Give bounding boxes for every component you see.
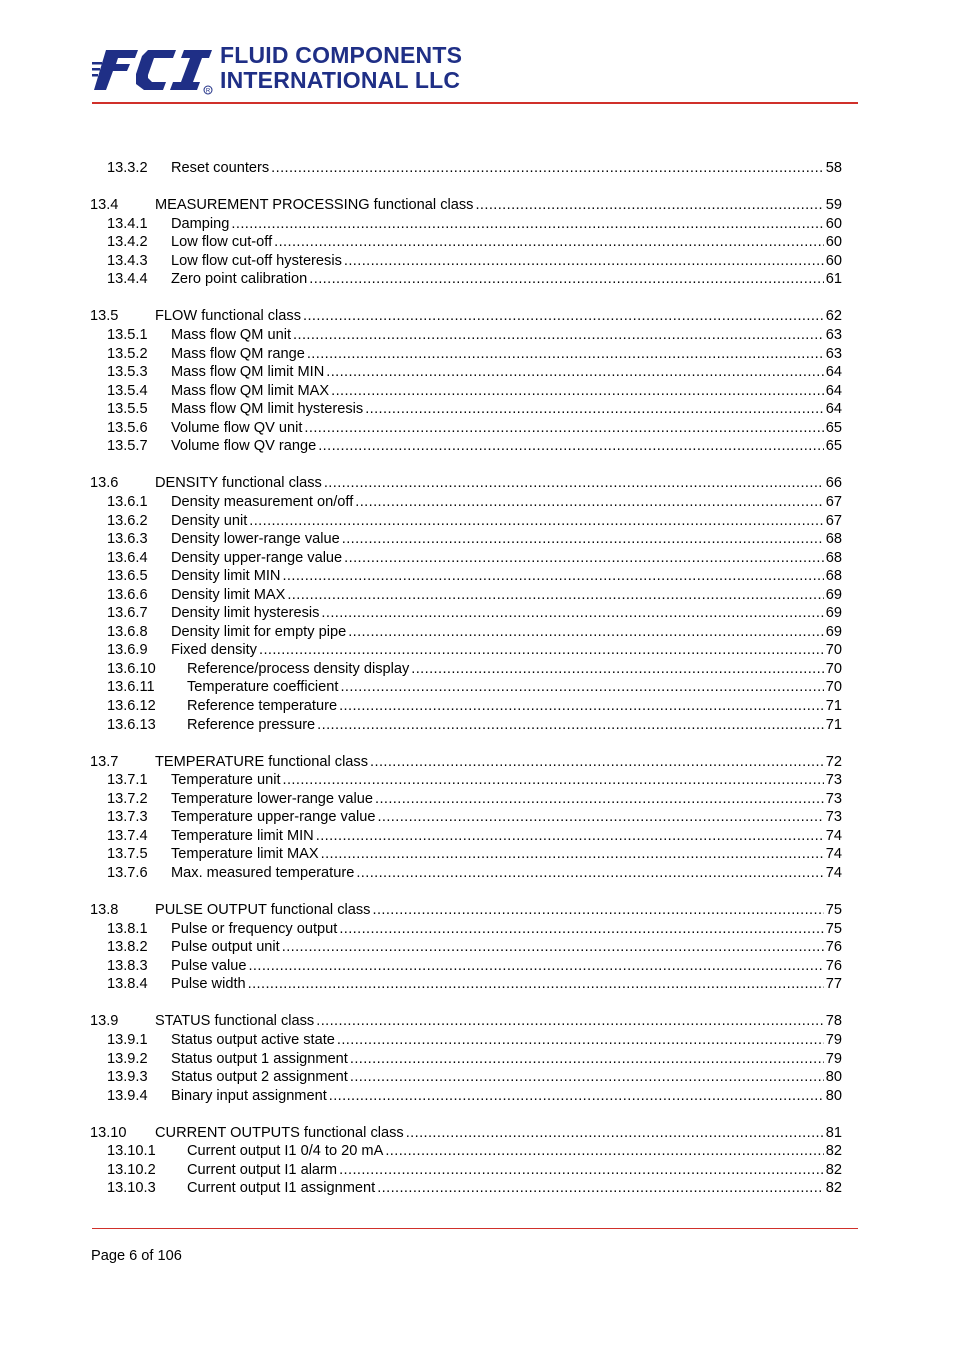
- toc-entry-number: 13.6.2: [107, 512, 148, 529]
- toc-entry-title: Pulse output unit: [171, 939, 280, 956]
- toc-entry-number: 13.9.1: [107, 1031, 148, 1048]
- toc-entry-title: Density upper-range value: [171, 549, 343, 566]
- toc-entry-page: 60: [825, 252, 842, 269]
- toc-entry-title: Temperature upper-range value: [171, 809, 376, 826]
- toc-entry-number: 13.4.1: [107, 215, 148, 232]
- toc-entry[interactable]: [90, 159, 842, 178]
- toc-entry-number: 13.8: [90, 902, 119, 919]
- toc-entry-page: 66: [825, 475, 842, 492]
- toc-entry-title: Temperature lower-range value: [171, 790, 373, 807]
- toc-entry-number: 13.6.8: [107, 623, 148, 640]
- toc-entry[interactable]: [90, 864, 842, 883]
- toc-entry-page: 65: [825, 438, 842, 455]
- toc-entry[interactable]: [90, 1031, 842, 1050]
- toc-entry[interactable]: [90, 790, 842, 809]
- toc-entry-page: 68: [825, 568, 842, 585]
- toc-dot-leader: [321, 845, 824, 864]
- toc-entry-title: DENSITY functional class: [155, 475, 322, 492]
- toc-entry-page: 76: [825, 957, 842, 974]
- toc-entry-title: Current output I1 alarm: [187, 1161, 338, 1178]
- toc-entry-title: Current output I1 0/4 to 20 mA: [187, 1143, 384, 1160]
- page-number: Page 6 of 106: [91, 1248, 182, 1264]
- toc-entry-number: 13.9.3: [107, 1069, 148, 1086]
- fci-logo-mark-icon: [92, 44, 214, 96]
- toc-entry[interactable]: [90, 586, 842, 605]
- toc-entry[interactable]: [90, 1124, 842, 1143]
- toc-entry-number: 13.7.4: [107, 827, 148, 844]
- toc-dot-leader: [329, 1087, 824, 1106]
- toc-entry-number: 13.5.1: [107, 327, 148, 344]
- toc-entry-page: 69: [825, 605, 842, 622]
- toc-entry-number: 13.6.13: [107, 716, 156, 733]
- toc-dot-leader: [337, 1031, 824, 1050]
- toc-entry-number: 13.6.6: [107, 586, 148, 603]
- toc-entry[interactable]: [90, 920, 842, 939]
- toc-dot-leader: [342, 530, 824, 549]
- toc-entry-page: 68: [825, 549, 842, 566]
- toc-entry-title: Zero point calibration: [171, 271, 308, 288]
- toc-entry-title: Max. measured temperature: [171, 864, 355, 881]
- toc-dot-leader: [377, 1179, 824, 1198]
- toc-dot-leader: [304, 419, 823, 438]
- toc-entry-page: 70: [825, 679, 842, 696]
- toc-entry[interactable]: [90, 233, 842, 252]
- toc-dot-leader: [326, 363, 824, 382]
- toc-entry-page: 64: [825, 364, 842, 381]
- toc-dot-leader: [348, 623, 824, 642]
- toc-entry[interactable]: [90, 716, 842, 735]
- toc-dot-leader: [287, 586, 823, 605]
- toc-entry-number: 13.6.1: [107, 493, 148, 510]
- toc-entry-number: 13.6: [90, 475, 119, 492]
- toc-dot-leader: [321, 604, 823, 623]
- toc-entry-page: 59: [825, 197, 842, 214]
- toc-entry-number: 13.4.4: [107, 271, 148, 288]
- toc-entry[interactable]: [90, 697, 842, 716]
- toc-entry[interactable]: [90, 270, 842, 289]
- toc-entry-number: 13.7: [90, 753, 119, 770]
- toc-entry[interactable]: [90, 196, 842, 215]
- toc-entry[interactable]: [90, 901, 842, 920]
- toc-entry-title: Mass flow QM limit MAX: [171, 382, 330, 399]
- toc-entry-title: Pulse value: [171, 957, 247, 974]
- company-name: [220, 44, 462, 92]
- toc-dot-leader: [375, 790, 824, 809]
- toc-dot-leader: [350, 1050, 824, 1069]
- toc-entry[interactable]: [90, 474, 842, 493]
- toc-entry-page: 71: [825, 716, 842, 733]
- toc-entry-page: 62: [825, 308, 842, 325]
- toc-entry-number: 13.7.1: [107, 772, 148, 789]
- toc-entry-title: Volume flow QV unit: [171, 419, 303, 436]
- toc-entry-number: 13.6.10: [107, 660, 156, 677]
- toc-entry-title: Temperature coefficient: [187, 679, 339, 696]
- toc-dot-leader: [411, 660, 824, 679]
- toc-entry-title: Reference temperature: [187, 698, 338, 714]
- toc-entry-number: 13.6.5: [107, 568, 148, 585]
- company-name-line1: FLUID COMPONENTS: [220, 42, 463, 68]
- toc-entry-title: Damping: [171, 215, 230, 232]
- toc-dot-leader: [339, 697, 824, 716]
- toc-dot-leader: [377, 808, 823, 827]
- toc-entry-title: CURRENT OUTPUTS functional class: [155, 1124, 404, 1141]
- toc-entry-page: 82: [825, 1180, 842, 1197]
- toc-entry[interactable]: [90, 1012, 842, 1031]
- toc-entry-title: Density limit hysteresis: [171, 605, 320, 622]
- toc-entry[interactable]: [90, 215, 842, 234]
- toc-dot-leader: [249, 512, 824, 531]
- toc-entry-number: 13.5.2: [107, 345, 148, 362]
- company-name-line2: INTERNATIONAL LLC: [220, 67, 461, 93]
- toc-entry-title: Mass flow QM limit MIN: [171, 364, 325, 381]
- toc-entry-title: Low flow cut-off: [171, 234, 273, 251]
- toc-entry-number: 13.5.3: [107, 364, 148, 381]
- toc-entry-title: STATUS functional class: [155, 1013, 315, 1030]
- toc-entry-title: Current output I1 assignment: [187, 1180, 376, 1197]
- toc-entry[interactable]: [90, 1050, 842, 1069]
- toc-entry[interactable]: [90, 567, 842, 586]
- toc-dot-leader: [339, 1161, 824, 1180]
- toc-entry[interactable]: [90, 1179, 842, 1198]
- toc-entry-number: 13.6.4: [107, 549, 148, 566]
- toc-entry-number: 13.10.1: [107, 1143, 156, 1160]
- toc-entry-page: 80: [825, 1069, 842, 1086]
- toc-entry[interactable]: [90, 493, 842, 512]
- toc-entry-page: 80: [825, 1087, 842, 1104]
- toc-entry-title: PULSE OUTPUT functional class: [155, 902, 371, 919]
- toc-entry-title: FLOW functional class: [155, 308, 301, 325]
- toc-entry-title: Fixed density: [171, 642, 257, 659]
- toc-entry-page: 78: [825, 1013, 842, 1030]
- toc-entry-number: 13.5.6: [107, 419, 148, 436]
- toc-entry[interactable]: [90, 845, 842, 864]
- toc-entry[interactable]: [90, 975, 842, 994]
- toc-entry[interactable]: [90, 771, 842, 790]
- toc-entry[interactable]: [90, 827, 842, 846]
- toc-entry-title: Temperature limit MAX: [171, 846, 319, 863]
- toc-entry-number: 13.10.3: [107, 1180, 156, 1197]
- toc-entry-page: 74: [825, 864, 842, 881]
- toc-entry-page: 58: [825, 160, 842, 176]
- toc-entry[interactable]: [90, 252, 842, 271]
- toc-entry-number: 13.5: [90, 308, 119, 325]
- toc-entry-page: 64: [825, 382, 842, 399]
- toc-dot-leader: [475, 196, 823, 215]
- toc-entry-page: 70: [825, 642, 842, 659]
- toc-entry[interactable]: [90, 808, 842, 827]
- toc-entry-number: 13.6.11: [107, 679, 155, 696]
- toc-dot-leader: [365, 400, 824, 419]
- toc-entry-title: Status output 1 assignment: [171, 1050, 348, 1067]
- toc-entry-page: 60: [825, 234, 842, 251]
- toc-entry-page: 81: [825, 1124, 842, 1141]
- toc-entry-page: 75: [825, 920, 842, 937]
- toc-dot-leader: [316, 827, 824, 846]
- toc-entry-title: Density limit for empty pipe: [171, 623, 347, 640]
- footer-divider: [92, 1228, 858, 1229]
- toc-dot-leader: [340, 678, 823, 697]
- toc-dot-leader: [350, 1068, 824, 1087]
- toc-entry-number: 13.5.5: [107, 401, 148, 418]
- toc-entry[interactable]: [90, 382, 842, 401]
- toc-dot-leader: [356, 864, 823, 883]
- toc-entry-title: Reset counters: [171, 160, 270, 176]
- toc-entry[interactable]: [90, 437, 842, 456]
- toc-entry-number: 13.4.2: [107, 234, 148, 251]
- toc-entry-page: 71: [825, 698, 842, 714]
- toc-entry[interactable]: [90, 400, 842, 419]
- toc-entry-number: 13.8.3: [107, 957, 148, 974]
- toc-dot-leader: [372, 901, 823, 920]
- toc-entry-page: 63: [825, 327, 842, 344]
- toc-entry-page: 68: [825, 531, 842, 548]
- toc-entry-page: 67: [825, 512, 842, 529]
- toc-entry-title: MEASUREMENT PROCESSING functional class: [155, 197, 474, 214]
- company-logo: [92, 44, 484, 96]
- toc-dot-leader: [259, 641, 824, 660]
- toc-entry-number: 13.7.6: [107, 864, 148, 881]
- toc-entry[interactable]: [90, 345, 842, 364]
- toc-entry[interactable]: [90, 419, 842, 438]
- toc-entry-page: 77: [825, 976, 842, 993]
- toc-entry-page: 79: [825, 1050, 842, 1067]
- toc-dot-leader: [303, 307, 824, 326]
- toc-entry[interactable]: [90, 660, 842, 679]
- toc-dot-leader: [344, 252, 824, 271]
- toc-dot-leader: [317, 716, 824, 735]
- toc-dot-leader: [331, 382, 824, 401]
- toc-entry-page: 64: [825, 401, 842, 418]
- toc-entry-title: Status output active state: [171, 1031, 335, 1048]
- toc-entry-page: 75: [825, 902, 842, 919]
- svg-text:R: R: [205, 88, 211, 95]
- toc-entry-page: 74: [825, 846, 842, 863]
- toc-entry-number: 13.5.7: [107, 438, 148, 455]
- toc-entry-title: Mass flow QM unit: [171, 327, 292, 344]
- toc-dot-leader: [355, 493, 824, 512]
- toc-dot-leader: [293, 326, 824, 345]
- toc-entry-title: Mass flow QM range: [171, 345, 305, 362]
- toc-entry-page: 67: [825, 493, 842, 510]
- toc-entry-title: Temperature limit MIN: [171, 827, 314, 844]
- toc-entry-number: 13.5.4: [107, 382, 148, 399]
- toc-dot-leader: [271, 159, 824, 178]
- toc-entry-page: 72: [825, 753, 842, 770]
- toc-entry-number: 13.7.5: [107, 846, 148, 863]
- toc-dot-leader: [406, 1124, 824, 1143]
- toc-entry-number: 13.9: [90, 1013, 119, 1030]
- toc-dot-leader: [283, 771, 824, 790]
- toc-entry-page: 63: [825, 345, 842, 362]
- toc-entry-title: Reference pressure: [187, 716, 316, 733]
- toc-entry-page: 79: [825, 1031, 842, 1048]
- toc-entry[interactable]: [90, 307, 842, 326]
- toc-entry-number: 13.4: [90, 197, 119, 214]
- toc-entry[interactable]: [90, 1087, 842, 1106]
- toc-entry-number: 13.8.4: [107, 976, 148, 993]
- toc-entry[interactable]: [90, 641, 842, 660]
- toc-entry-number: 13.7.3: [107, 809, 148, 826]
- toc-entry-page: 82: [825, 1143, 842, 1160]
- toc-entry-number: 13.4.3: [107, 252, 148, 269]
- toc-entry-title: Density lower-range value: [171, 531, 340, 548]
- toc-entry-page: 74: [825, 827, 842, 844]
- toc-entry[interactable]: [90, 623, 842, 642]
- toc-entry-title: TEMPERATURE functional class: [155, 753, 369, 770]
- toc-dot-leader: [309, 270, 823, 289]
- toc-dot-leader: [282, 567, 823, 586]
- toc-entry-page: 73: [825, 809, 842, 826]
- toc-entry[interactable]: [90, 549, 842, 568]
- toc-entry-title: Low flow cut-off hysteresis: [171, 252, 342, 269]
- toc-dot-leader: [282, 938, 824, 957]
- toc-entry-number: 13.8.1: [107, 920, 148, 937]
- toc-entry-number: 13.3.2: [107, 160, 148, 176]
- toc-dot-leader: [248, 957, 823, 976]
- toc-entry-title: Density limit MIN: [171, 568, 281, 585]
- toc-dot-leader: [344, 549, 824, 568]
- toc-entry-number: 13.8.2: [107, 939, 148, 956]
- toc-entry-number: 13.9.2: [107, 1050, 148, 1067]
- toc-entry[interactable]: [90, 1161, 842, 1180]
- toc-dot-leader: [307, 345, 824, 364]
- toc-dot-leader: [318, 437, 824, 456]
- toc-dot-leader: [231, 215, 823, 234]
- toc-dot-leader: [324, 474, 824, 493]
- table-of-contents: [90, 159, 842, 1198]
- toc-entry[interactable]: [90, 530, 842, 549]
- toc-entry-number: 13.6.9: [107, 642, 148, 659]
- toc-entry-page: 65: [825, 419, 842, 436]
- toc-entry-page: 60: [825, 215, 842, 232]
- toc-entry[interactable]: [90, 938, 842, 957]
- header-divider: [92, 102, 858, 104]
- toc-dot-leader: [274, 233, 824, 252]
- toc-dot-leader: [370, 753, 824, 772]
- toc-entry-title: Reference/process density display: [187, 660, 410, 677]
- toc-entry-number: 13.6.7: [107, 605, 148, 622]
- toc-entry-page: 82: [825, 1161, 842, 1178]
- toc-entry-number: 13.10.2: [107, 1161, 156, 1178]
- toc-entry-title: Pulse or frequency output: [171, 920, 338, 937]
- toc-entry-number: 13.9.4: [107, 1087, 148, 1104]
- toc-entry-title: Mass flow QM limit hysteresis: [171, 401, 364, 418]
- toc-entry-title: Status output 2 assignment: [171, 1069, 348, 1086]
- toc-entry-title: Volume flow QV range: [171, 438, 317, 455]
- toc-entry-title: Temperature unit: [171, 772, 281, 789]
- toc-entry[interactable]: [90, 678, 842, 697]
- toc-dot-leader: [339, 920, 823, 939]
- toc-entry-page: 73: [825, 790, 842, 807]
- toc-entry-page: 76: [825, 939, 842, 956]
- toc-entry-number: 13.6.12: [107, 698, 156, 714]
- toc-entry-number: 13.6.3: [107, 531, 148, 548]
- toc-entry[interactable]: [90, 512, 842, 531]
- toc-entry-title: Density unit: [171, 512, 248, 529]
- toc-entry-page: 69: [825, 586, 842, 603]
- toc-entry-number: 13.10: [90, 1124, 127, 1141]
- toc-entry[interactable]: [90, 753, 842, 772]
- toc-dot-leader: [248, 975, 824, 994]
- toc-entry-title: Pulse width: [171, 976, 246, 993]
- toc-dot-leader: [385, 1142, 823, 1161]
- toc-dot-leader: [316, 1012, 824, 1031]
- toc-entry[interactable]: [90, 326, 842, 345]
- toc-entry-page: 70: [825, 660, 842, 677]
- toc-entry-page: 61: [825, 271, 842, 288]
- toc-entry-title: Density limit MAX: [171, 586, 286, 603]
- toc-entry-number: 13.7.2: [107, 790, 148, 807]
- toc-entry[interactable]: [90, 604, 842, 623]
- toc-entry[interactable]: [90, 957, 842, 976]
- toc-entry-page: 69: [825, 623, 842, 640]
- toc-entry[interactable]: [90, 363, 842, 382]
- toc-entry-title: Binary input assignment: [171, 1087, 327, 1104]
- toc-entry[interactable]: [90, 1142, 842, 1161]
- toc-entry[interactable]: [90, 1068, 842, 1087]
- toc-entry-title: Density measurement on/off: [171, 493, 354, 510]
- toc-entry-page: 73: [825, 772, 842, 789]
